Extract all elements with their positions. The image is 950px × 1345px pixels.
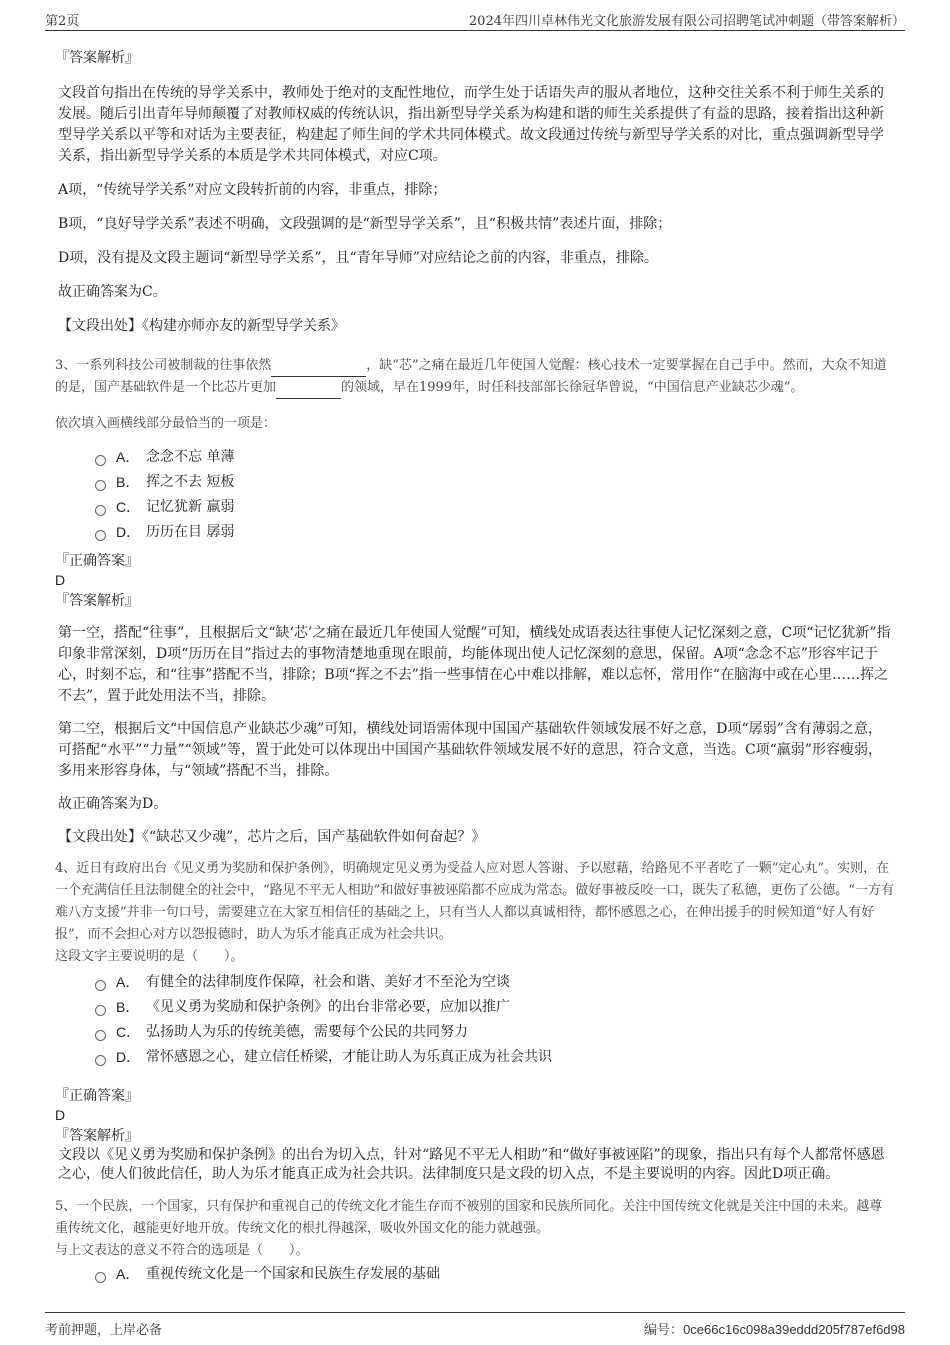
fill-blank [276, 384, 341, 399]
code-label: 编号： [644, 1322, 684, 1337]
radio-icon[interactable] [95, 480, 106, 491]
question-5-options [95, 1262, 895, 1287]
option-letter: C． [116, 499, 141, 515]
option-text: 常怀感恩之心，建立信任桥梁，才能让助人为乐真正成为社会共识 [146, 1049, 552, 1065]
option-letter: A． [116, 1266, 140, 1282]
code-value: 0ce66c16c098a39eddd205f787ef6d98 [683, 1322, 905, 1337]
option-d[interactable] [95, 1045, 895, 1070]
radio-icon[interactable] [95, 1055, 106, 1066]
option-letter: C． [116, 1024, 141, 1040]
analysis-paragraph: 文段以《见义勇为奖励和保护条例》的出台为切入点，针对“路见不平无人相助”和“做好事被诬陷”的现象，指出只有每个人都常怀感恩之心，使人们彼此信任，助人为乐才能真正成为社会共识。法律制度只是文段的切入点，不是主要说明的内容。因此D项正确。 [58, 1147, 885, 1182]
option-text: 挥之不去 短板 [146, 474, 235, 490]
analysis-paragraph: 第一空，搭配“往事”，且根据后文“缺‘芯’之痛在最近几年使国人觉醒”可知，横线处成语表达往事使人记忆深刻之意，C项“记忆犹新”指印象非常深刻，D项“历历在目”指过去的事物清楚地重现在眼前，均能体现出使人记忆深刻的意思，保留。A项“念念不忘”形容牢记于心，时刻不忘，和“往事”搭配不当，排除；B项“挥之不去”指一些事情在心中难以排解，难以忘怀，常用作“在脑海中或在心里……挥之不去”，置于此处用法不当，排除。 [58, 625, 891, 704]
stem-part: 的领域，早在1999年，时任科技部部长徐冠华曾说，“中国信息产业缺芯少魂”。 [341, 380, 804, 395]
analysis-paragraph: A项，“传统导学关系”对应文段转折前的内容，非重点，排除； [58, 182, 447, 198]
document-title: 2024年四川卓林伟光文化旅游发展有限公司招聘笔试冲刺题（带答案解析） [468, 14, 905, 29]
analysis-heading: 『答案解析』 [55, 593, 139, 609]
page-footer [45, 1312, 905, 1339]
correct-answer-letter: D [55, 1107, 66, 1123]
page-number: 第2页 [45, 14, 80, 29]
page-content [55, 44, 895, 1287]
option-b[interactable] [95, 470, 895, 495]
analysis-paragraph: B项，“良好导学关系”表述不明确，文段强调的是“新型导学关系”，且“积极共情”表述片面，排除； [58, 216, 672, 232]
option-text: 重视传统文化是一个国家和民族生存发展的基础 [146, 1266, 440, 1282]
radio-icon[interactable] [95, 980, 106, 991]
question-3-stem [55, 355, 895, 399]
stem-part: 3、一系列科技公司被制裁的往事依然 [55, 358, 272, 373]
question-3-options [95, 445, 895, 545]
option-text: 记忆犹新 羸弱 [146, 499, 235, 515]
question-5-prompt: 与上文表达的意义不符合的选项是（ ）。 [55, 1243, 309, 1258]
option-c[interactable] [95, 495, 895, 520]
option-b[interactable] [95, 995, 895, 1020]
correct-answer-letter: D [55, 572, 66, 588]
radio-icon[interactable] [95, 1272, 106, 1283]
option-a[interactable] [95, 1262, 895, 1287]
correct-answer-heading: 『正确答案』 [55, 553, 139, 569]
question-5-stem: 5、一个民族，一个国家，只有保护和重视自己的传统文化才能生存而不被别的国家和民族所同化。关注中国传统文化就是关注中国的未来。越尊重传统文化，越能更好地开放。传统文化的根扎得越深，吸收外国文化的能力就越强。 [55, 1199, 883, 1236]
question-4-prompt: 这段文字主要说明的是（ ）。 [55, 949, 244, 964]
question-4-stem: 4、近日有政府出台《见义勇为奖励和保护条例》，明确规定见义勇为受益人应对恩人答谢、予以慰藉，给路见不平者吃了一颗“定心丸”。实则，在一个充满信任且法制健全的社会中，“路见不平无人相助”和做好事被诬陷都不应成为常态。做好事被反咬一口，既失了私德，更伤了公德。“一方有难八方支援”并非一句口号，需要建立在大家互相信任的基础之上，只有当人人都以真诚相待，都怀感恩之心，在伸出援手的时候知道“好人有好报”，而不会担心对方以怨报德时，助人为乐才能真正成为社会共识。 [55, 861, 894, 942]
option-c[interactable] [95, 1020, 895, 1045]
page-header [45, 6, 905, 31]
option-text: 历历在目 孱弱 [146, 524, 235, 540]
stem-part: ，缺“芯”之痛在最近几年使国人觉醒：核心技术一定要掌握在自己手中。然而，大众不知道的是，国产基础软件是一个比芯片更加 [55, 358, 887, 395]
option-text: 有健全的法律制度作保障，社会和谐、美好才不至沦为空谈 [146, 974, 510, 990]
option-text: 念念不忘 单薄 [146, 449, 235, 465]
document-code [644, 1319, 905, 1338]
text-source: 【文段出处】《“缺芯又少魂”，芯片之后，国产基础软件如何奋起？》 [58, 829, 486, 845]
footer-slogan: 考前押题，上岸必备 [45, 1323, 163, 1338]
analysis-paragraph: D项，没有提及文段主题词“新型导学关系”，且“青年导师”对应结论之前的内容，非重点，排除。 [58, 250, 658, 266]
option-letter: B． [116, 474, 140, 490]
analysis-heading: 『答案解析』 [55, 1128, 139, 1144]
radio-icon[interactable] [95, 1030, 106, 1041]
option-letter: D． [116, 524, 141, 540]
option-text: 弘扬助人为乐的传统美德，需要每个公民的共同努力 [146, 1024, 468, 1040]
radio-icon[interactable] [95, 505, 106, 516]
correct-answer-statement: 故正确答案为D。 [58, 796, 168, 812]
analysis-heading: 『答案解析』 [55, 50, 139, 66]
radio-icon[interactable] [95, 1005, 106, 1016]
option-letter: D． [116, 1049, 141, 1065]
correct-answer-heading: 『正确答案』 [55, 1088, 139, 1104]
option-d[interactable] [95, 520, 895, 545]
option-letter: A． [116, 974, 140, 990]
radio-icon[interactable] [95, 455, 106, 466]
option-a[interactable] [95, 970, 895, 995]
option-letter: B． [116, 999, 140, 1015]
question-3-prompt: 依次填入画横线部分最恰当的一项是： [55, 416, 277, 431]
analysis-paragraph: 第二空，根据后文“中国信息产业缺芯少魂”可知，横线处词语需体现中国国产基础软件领域发展不好之意，D项“孱弱”含有薄弱之意，可搭配“水平”“力量”“领域”等，置于此处可以体现出中国国产基础软件领域发展不好的意思，符合文意，当选。C项“羸弱”形容瘦弱，多用来形容身体，与“领域”搭配不当，排除。 [58, 721, 882, 779]
question-4-options [95, 970, 895, 1070]
analysis-paragraph: 文段首句指出在传统的导学关系中，教师处于绝对的支配性地位，而学生处于话语失声的服从者地位，这种交往关系不利于师生关系的发展。随后引出青年导师颠覆了对教师权威的传统认识，指出新型导学关系为构建和谐的师生关系提供了有益的思路，接着指出这种新型导学关系以平等和对话为主要表征，构建起了师生间的学术共同体模式。故文段通过传统与新型导学关系的对比，重点强调新型导学关系，指出新型导学关系的本质是学术共同体模式，对应C项。 [58, 85, 884, 164]
option-a[interactable] [95, 445, 895, 470]
option-letter: A． [116, 449, 140, 465]
fill-blank [271, 362, 366, 377]
correct-answer-statement: 故正确答案为C。 [58, 284, 167, 300]
option-text: 《见义勇为奖励和保护条例》的出台非常必要，应加以推广 [146, 999, 510, 1015]
radio-icon[interactable] [95, 530, 106, 541]
text-source: 【文段出处】《构建亦师亦友的新型导学关系》 [58, 318, 345, 334]
